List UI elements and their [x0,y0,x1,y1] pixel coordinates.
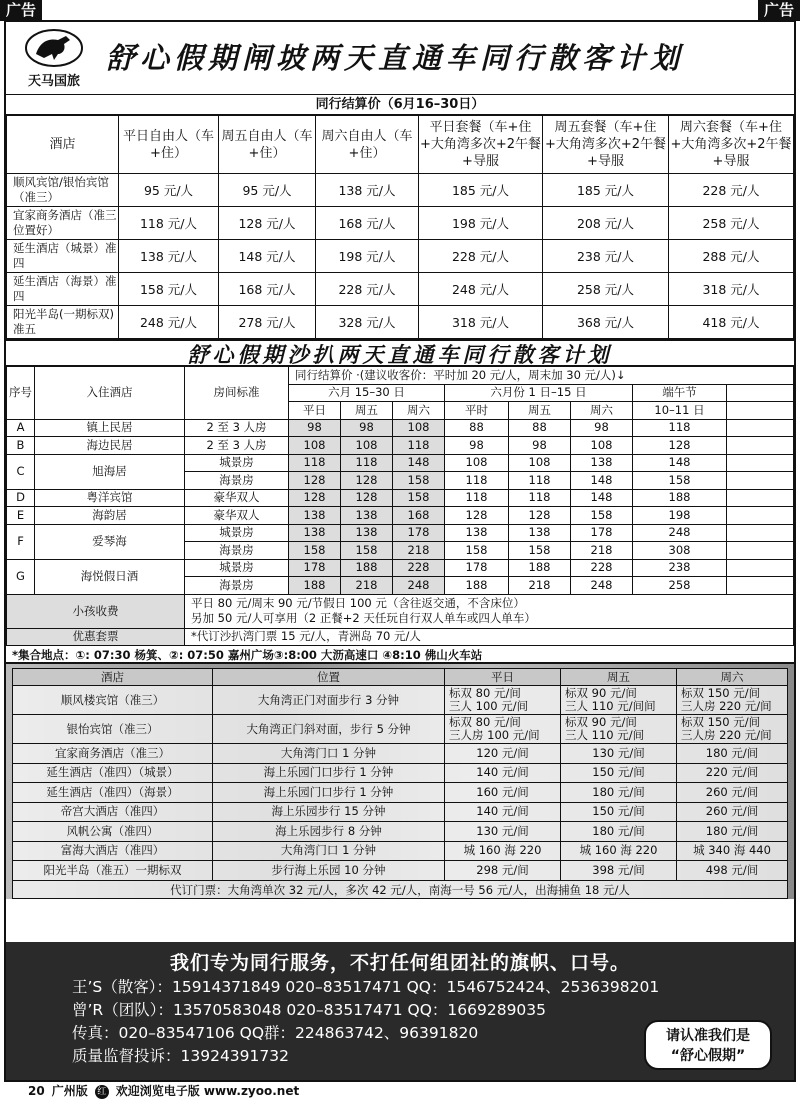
price-cell: 318 元/人 [669,273,794,306]
price-cell: 158 [393,472,445,490]
hotel-cell: 顺风宾馆/银怡宾馆（准三） [7,174,119,207]
price-cell: 128 [289,472,341,490]
price-cell: 298 元/间 [445,861,561,881]
price-cell: 498 元/间 [677,861,788,881]
badge-line-2: “舒心假期” [670,1048,746,1064]
ticket-note: 代订门票：大角湾单次 32 元/人，多次 42 元/人，南海一号 56 元/人，出海捕鱼 18 元/人 [12,881,788,899]
ad-tag-left: 广告 [0,0,42,21]
price-cell: 418 元/人 [669,306,794,339]
price-cell: 218 [571,542,633,560]
table-header-row [7,116,794,174]
price-cell: 城 160 海 220 [445,841,561,861]
price-cell: 218 [509,577,571,595]
location-cell: 大角湾正门对面步行 3 分钟 [213,686,445,715]
table-row [13,822,788,842]
price-cell: 260 元/间 [677,783,788,803]
header-blank [727,384,794,402]
header-period-2: 六月份 1 日–15 日 [445,384,633,402]
page-number: 20 [28,1084,45,1098]
child-fee-line-1: 平日 80 元/周末 90 元/节假日 100 元（含往返交通，不含床位） [191,596,525,610]
price-cell: 城 340 海 440 [677,841,788,861]
header-hotel: 入住酒店 [35,367,185,420]
price-cell: 128 [509,507,571,525]
price-cell: 258 元/人 [669,207,794,240]
table-row [7,454,794,472]
price-cell: 228 [393,559,445,577]
price-cell: 180 元/间 [677,822,788,842]
header-day: 平日 [289,402,341,420]
price-cell: 238 元/人 [543,240,669,273]
plan3-section [6,664,794,899]
horse-icon [24,28,84,68]
header-cell: 周六套餐（车+住+大角湾多次+2午餐+导服 [669,116,794,174]
price-cell: 148 [633,454,727,472]
child-fee-row [7,594,794,628]
child-fee-line-2: 另加 50 元/人可享用（2 正餐+2 天任玩自行双人单车或四人单车） [191,611,536,625]
table-row [7,437,794,455]
price-cell: 118 元/人 [119,207,219,240]
blank-cell [727,419,794,437]
price-cell: 198 元/人 [419,207,543,240]
price-cell: 140 元/间 [445,802,561,822]
header-cell: 平日自由人（车+住） [119,116,219,174]
price-cell: 368 元/人 [543,306,669,339]
header-cell: 周五自由人（车+住） [219,116,316,174]
price-cell: 220 元/间 [677,763,788,783]
price-cell: 95 元/人 [119,174,219,207]
page-footer [0,1082,800,1100]
room-cell: 海景房 [185,472,289,490]
price-cell: 308 [633,542,727,560]
price-cell: 128 [341,472,393,490]
price-cell: 168 [393,507,445,525]
price-cell: 108 [393,419,445,437]
table-header-row [13,669,788,686]
header-day: 周五 [341,402,393,420]
price-cell: 150 元/间 [561,763,677,783]
hotel-cell: 延生酒店（海景）准四 [7,273,119,306]
price-cell: 158 [509,542,571,560]
table-row [13,744,788,764]
price-cell: 180 元/间 [677,744,788,764]
price-cell: 260 元/间 [677,802,788,822]
header-price: 同行结算价 ·(建议收客价：平时加 20 元/人，周末加 30 元/人)↓ [289,367,794,385]
hotel-cell: 延生酒店（准四）（海景） [13,783,213,803]
plan1-price-table [6,115,794,339]
price-cell: 128 元/人 [219,207,316,240]
price-cell: 218 [341,577,393,595]
table-row [13,715,788,744]
hotel-cell: 宜家商务酒店（准三） [13,744,213,764]
room-cell: 海景房 [185,542,289,560]
seq-cell: D [7,489,35,507]
price-cell: 158 [341,542,393,560]
seq-cell: G [7,559,35,594]
location-cell: 步行海上乐园 10 分钟 [213,861,445,881]
price-cell: 城 160 海 220 [561,841,677,861]
table-row [7,306,794,339]
price-cell: 188 [509,559,571,577]
location-cell: 大角湾门口 1 分钟 [213,744,445,764]
price-cell: 180 元/间 [561,783,677,803]
price-cell: 108 [341,437,393,455]
price-cell: 158 [393,489,445,507]
price-cell: 120 元/间 [445,744,561,764]
price-cell: 188 [289,577,341,595]
table-row [7,273,794,306]
room-cell: 豪华双人 [185,507,289,525]
header-cell: 周五套餐（车+住+大角湾多次+2午餐+导服 [543,116,669,174]
price-cell: 标双 150 元/间 三人房 220 元/间 [677,686,788,715]
hotel-cell: 帝宫大酒店（准四） [13,802,213,822]
header-cell: 酒店 [7,116,119,174]
price-cell: 258 元/人 [543,273,669,306]
price-cell: 88 [445,419,509,437]
plan1-header [6,22,794,95]
price-cell: 228 元/人 [419,240,543,273]
table-row [13,783,788,803]
header-blank [727,402,794,420]
price-cell: 108 [445,454,509,472]
hotel-cell: 银怡宾馆（准三） [13,715,213,744]
edition-label: 广州版 [51,1084,88,1098]
price-cell: 150 元/间 [561,802,677,822]
header-day: 10–11 日 [633,402,727,420]
price-cell: 158 [571,507,633,525]
advertisement-page [4,20,796,1082]
price-cell: 248 [571,577,633,595]
room-cell: 海景房 [185,577,289,595]
child-fee-text [185,594,794,628]
price-cell: 158 [633,472,727,490]
price-cell: 228 元/人 [669,174,794,207]
plan3-price-table [12,668,788,881]
offer-text: *代订沙扒湾门票 15 元/人，青洲岛 70 元/人 [185,628,794,646]
contact-line-2: 曾’R（团队）：13570583048 020–83517471 QQ：1669289035 [72,1001,547,1019]
blank-cell [727,577,794,595]
hotel-cell: 粤洋宾馆 [35,489,185,507]
price-cell: 98 [445,437,509,455]
table-row [13,686,788,715]
contact-line-4: 质量监督投诉：13924391732 [72,1047,289,1065]
header-cell: 平日 [445,669,561,686]
price-cell: 178 [289,559,341,577]
price-cell: 248 [393,577,445,595]
price-cell: 标双 80 元/间 三人 100 元/间 [445,686,561,715]
price-cell: 278 元/人 [219,306,316,339]
header-day: 周六 [393,402,445,420]
header-room: 房间标准 [185,367,289,420]
price-cell: 188 [445,577,509,595]
price-cell: 180 元/间 [561,822,677,842]
price-cell: 258 [633,577,727,595]
price-cell: 118 [445,472,509,490]
price-cell: 398 元/间 [561,861,677,881]
contact-line-1: 王’S（散客）：15914371849 020–83517471 QQ：1546752424、2536398201 [72,978,660,996]
price-cell: 140 元/间 [445,763,561,783]
badge-line-1: 请认准我们是 [666,1028,750,1044]
header-period-1: 六月 15–30 日 [289,384,445,402]
location-cell: 海上乐园门口步行 1 分钟 [213,783,445,803]
table-row [13,861,788,881]
child-fee-label: 小孩收费 [7,594,185,628]
price-cell: 98 [571,419,633,437]
slogan: 我们专为同行服务，不打任何组团社的旗帜、口号。 [169,952,630,974]
room-cell: 豪华双人 [185,489,289,507]
blank-cell [727,454,794,472]
price-cell: 248 [633,524,727,542]
location-cell: 海上乐园步行 15 分钟 [213,802,445,822]
price-cell: 128 [633,437,727,455]
location-cell: 大角湾门口 1 分钟 [213,841,445,861]
ad-tag-right: 广告 [758,0,800,21]
price-cell: 138 [341,524,393,542]
room-cell: 2 至 3 人房 [185,419,289,437]
table-row [7,174,794,207]
header-day: 周五 [509,402,571,420]
publication-logo-icon: 红 [95,1085,109,1099]
price-cell: 318 元/人 [419,306,543,339]
location-cell: 海上乐园门口步行 1 分钟 [213,763,445,783]
blank-cell [727,489,794,507]
plan2-title: 舒心假期沙扒两天直通车同行散客计划 [6,339,794,366]
table-row [7,524,794,542]
header-cell: 周六自由人（车+住） [316,116,419,174]
table-row [7,419,794,437]
price-cell: 198 元/人 [316,240,419,273]
seq-cell: B [7,437,35,455]
price-cell: 标双 90 元/间 三人 110 元/间间 [561,686,677,715]
header-cell: 周六 [677,669,788,686]
blank-cell [727,524,794,542]
price-cell: 158 [445,542,509,560]
table-row [7,207,794,240]
table-row [7,559,794,577]
hotel-cell: 风帆公寓（准四） [13,822,213,842]
price-cell: 108 [289,437,341,455]
hotel-cell: 宜家商务酒店（准三位置好） [7,207,119,240]
price-cell: 168 元/人 [316,207,419,240]
contact-section [6,942,794,1080]
hotel-cell: 阳光半岛（准五）一期标双 [13,861,213,881]
location-cell: 海上乐园步行 8 分钟 [213,822,445,842]
hotel-cell: 延生酒店（准四）（城景） [13,763,213,783]
price-cell: 138 [445,524,509,542]
blank-cell [727,542,794,560]
price-cell: 208 元/人 [543,207,669,240]
price-cell: 178 [393,524,445,542]
room-cell: 城景房 [185,454,289,472]
blank-cell [727,437,794,455]
price-cell: 138 [571,454,633,472]
table-row [13,802,788,822]
offer-row [7,628,794,646]
agency-logo [14,28,94,94]
hotel-cell: 旭海居 [35,454,185,489]
table-row [7,507,794,525]
price-cell: 标双 80 元/间 三人房 100 元/间 [445,715,561,744]
price-cell: 130 元/间 [561,744,677,764]
hotel-cell: 阳光半岛(一期标双)准五 [7,306,119,339]
footer-text: 欢迎浏览电子版 www.zyoo.net [115,1084,300,1098]
price-cell: 128 [341,489,393,507]
location-cell: 大角湾正门斜对面，步行 5 分钟 [213,715,445,744]
price-cell: 160 元/间 [445,783,561,803]
blank-cell [727,559,794,577]
hotel-cell: 海边民居 [35,437,185,455]
price-cell: 128 [289,489,341,507]
price-cell: 185 元/人 [419,174,543,207]
price-cell: 98 [509,437,571,455]
plan2-price-table [6,366,794,646]
price-cell: 118 [445,489,509,507]
room-cell: 2 至 3 人房 [185,437,289,455]
header-day: 周六 [571,402,633,420]
price-cell: 148 [393,454,445,472]
price-cell: 118 [509,489,571,507]
hotel-cell: 顺风楼宾馆（准三） [13,686,213,715]
price-cell: 108 [571,437,633,455]
price-cell: 130 元/间 [445,822,561,842]
price-cell: 168 元/人 [219,273,316,306]
price-cell: 118 [633,419,727,437]
header-cell: 周五 [561,669,677,686]
price-cell: 138 [289,524,341,542]
price-cell: 118 [393,437,445,455]
header-cell: 位置 [213,669,445,686]
table-header-row [7,367,794,385]
table-row [13,763,788,783]
price-cell: 88 [509,419,571,437]
price-cell: 148 [571,489,633,507]
header-seq: 序号 [7,367,35,420]
price-cell: 158 [289,542,341,560]
price-cell: 118 [341,454,393,472]
seq-cell: E [7,507,35,525]
room-cell: 城景房 [185,559,289,577]
price-cell: 138 [509,524,571,542]
price-cell: 98 [289,419,341,437]
price-cell: 138 [341,507,393,525]
price-cell: 95 元/人 [219,174,316,207]
price-cell: 标双 150 元/间 三人房 220 元/间 [677,715,788,744]
price-cell: 标双 90 元/间 三人 110 元/间 [561,715,677,744]
price-cell: 178 [571,524,633,542]
hotel-cell: 海悦假日酒 [35,559,185,594]
price-cell: 238 [633,559,727,577]
table-row [7,489,794,507]
price-cell: 188 [341,559,393,577]
price-cell: 288 元/人 [669,240,794,273]
seq-cell: F [7,524,35,559]
price-cell: 138 元/人 [119,240,219,273]
header-cell: 酒店 [13,669,213,686]
price-cell: 138 元/人 [316,174,419,207]
blank-cell [727,472,794,490]
blank-cell [727,507,794,525]
header-cell: 平日套餐（车+住+大角湾多次+2午餐+导服 [419,116,543,174]
table-row [13,841,788,861]
price-cell: 198 [633,507,727,525]
assembly-points: *集合地点：①: 07:30 杨箕、②: 07:50 嘉州广场③:8:00 大沥高速口 ④8:10 佛山火车站 [6,646,794,664]
price-cell: 228 [571,559,633,577]
price-cell: 128 [445,507,509,525]
brand-badge [644,1020,772,1070]
price-cell: 218 [393,542,445,560]
price-cell: 178 [445,559,509,577]
price-cell: 138 [289,507,341,525]
price-cell: 118 [289,454,341,472]
price-cell: 248 元/人 [419,273,543,306]
plan1-title: 舒心假期闸坡两天直通车同行散客计划 [106,41,685,75]
hotel-cell: 海韵居 [35,507,185,525]
price-cell: 248 元/人 [119,306,219,339]
price-cell: 108 [509,454,571,472]
logo-text: 天马国旅 [27,74,80,89]
hotel-cell: 延生酒店（城景）准四 [7,240,119,273]
contact-line-3: 传真：020–83547106 QQ群：224863742、96391820 [72,1024,479,1042]
table-row [7,240,794,273]
price-cell: 118 [509,472,571,490]
price-cell: 188 [633,489,727,507]
hotel-cell: 镇上民居 [35,419,185,437]
price-cell: 158 元/人 [119,273,219,306]
seq-cell: A [7,419,35,437]
price-cell: 148 元/人 [219,240,316,273]
hotel-cell: 富海大酒店（准四） [13,841,213,861]
price-cell: 185 元/人 [543,174,669,207]
hotel-cell: 爱琴海 [35,524,185,559]
plan1-subtitle: 同行结算价（6月16–30日） [6,95,794,115]
offer-label: 优惠套票 [7,628,185,646]
header-period-3: 端午节 [633,384,727,402]
price-cell: 98 [341,419,393,437]
room-cell: 城景房 [185,524,289,542]
seq-cell: C [7,454,35,489]
header-day: 平时 [445,402,509,420]
price-cell: 328 元/人 [316,306,419,339]
price-cell: 148 [571,472,633,490]
price-cell: 228 元/人 [316,273,419,306]
